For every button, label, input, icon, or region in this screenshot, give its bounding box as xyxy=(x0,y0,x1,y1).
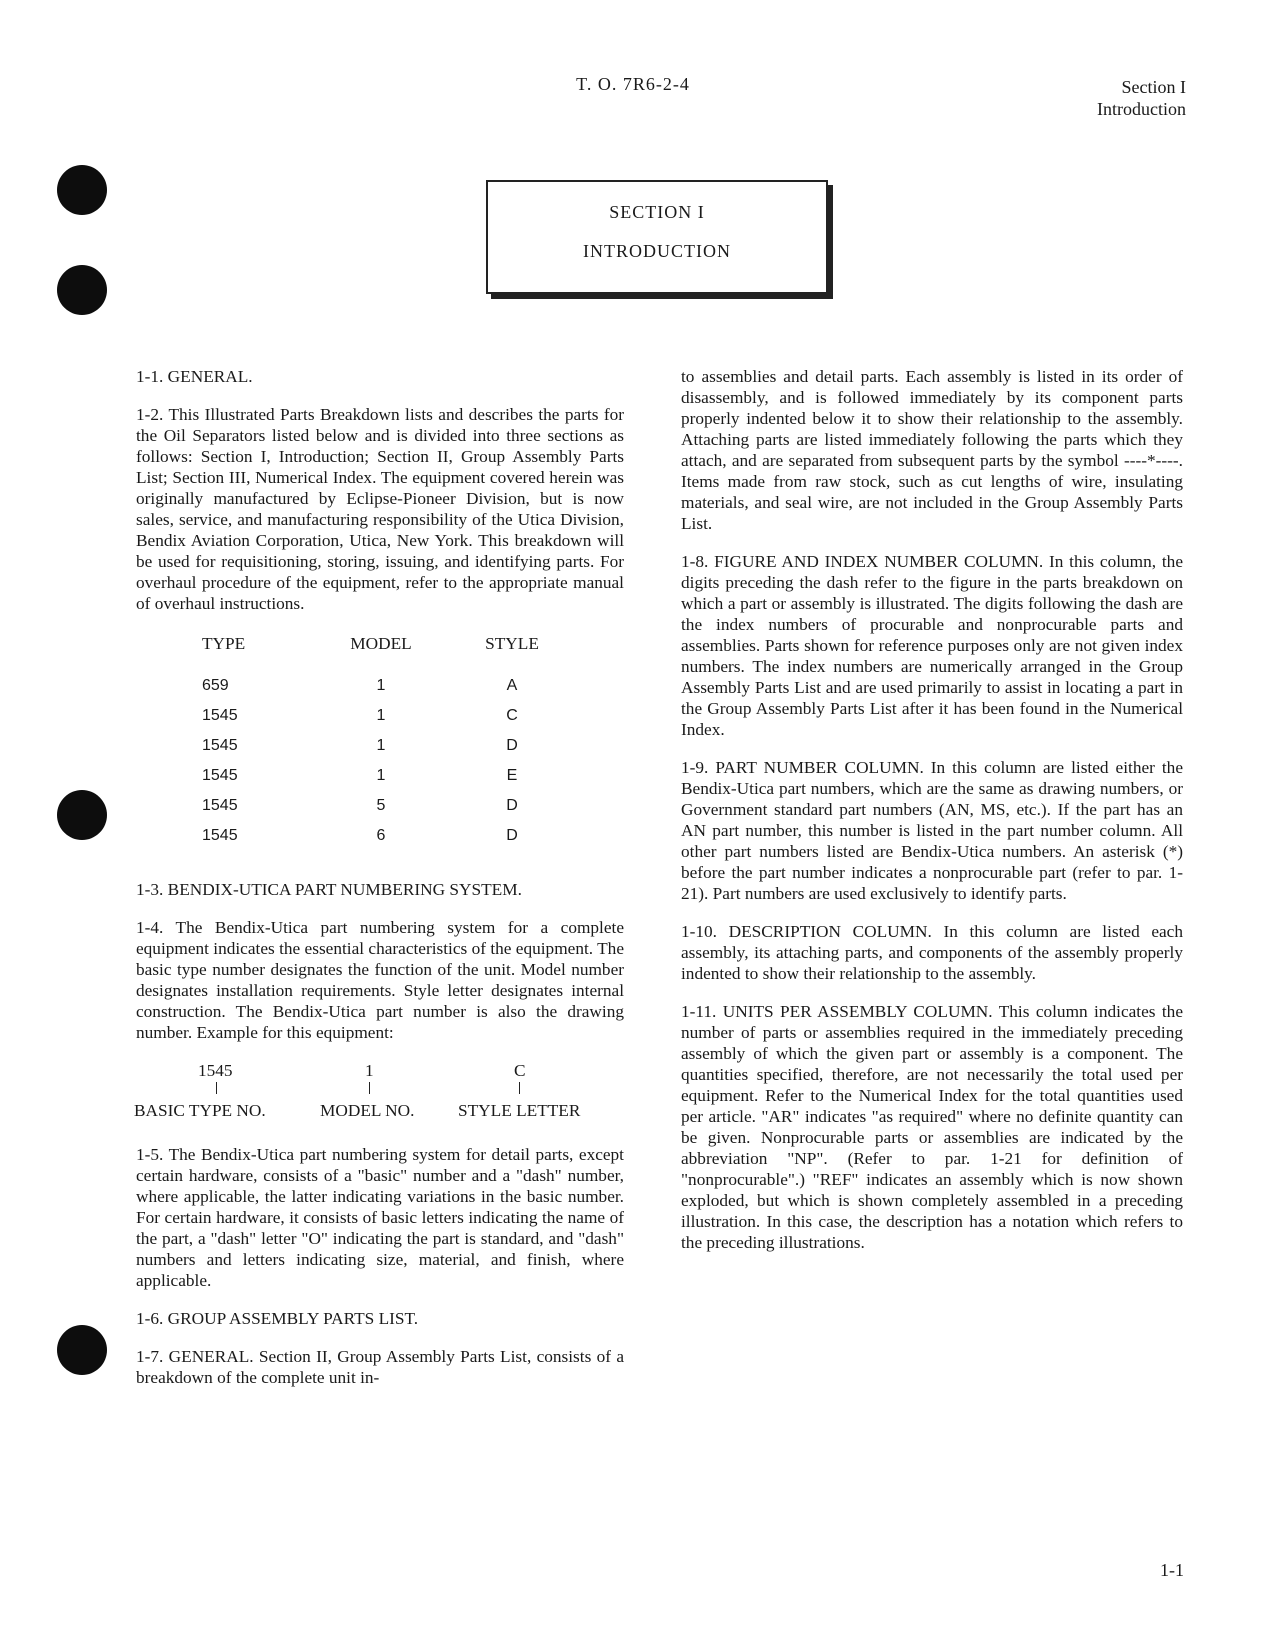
table-cell-type: 1545 xyxy=(202,827,238,844)
table-row xyxy=(136,765,624,785)
table-cell-style: D xyxy=(506,737,518,754)
table-row xyxy=(136,825,624,845)
binder-hole xyxy=(57,1325,107,1375)
table-row xyxy=(136,705,624,725)
paragraph-1-7-continued: to assemblies and detail parts. Each assembly is listed in its order of disassembly, and is followed immediately by its component parts properly indented below it to show their relationship to the assembly. Attaching parts are listed immediately following the parts which they attach, and are separated from subsequent parts by the symbol ----*----. Items made from raw stock, such as cut lengths of wire, insulating materials, and seal wire, are not included in the Group Assembly Parts List. xyxy=(681,367,1183,533)
table-row xyxy=(136,675,624,695)
part-number-example xyxy=(136,1060,624,1126)
table-cell-type: 1545 xyxy=(202,707,238,724)
example-model-tick xyxy=(369,1082,370,1094)
table-header-row xyxy=(136,633,624,653)
table-cell-style: E xyxy=(506,767,518,784)
example-style-value: C xyxy=(514,1061,526,1080)
section-title: SECTION I xyxy=(609,202,705,222)
example-type-value: 1545 xyxy=(198,1061,233,1080)
left-column xyxy=(136,366,624,1405)
example-type-tick xyxy=(216,1082,217,1094)
table-cell-model: 1 xyxy=(376,707,386,724)
table-cell-type: 1545 xyxy=(202,767,238,784)
example-model-value: 1 xyxy=(365,1061,374,1080)
paragraph-1-9: 1-9. PART NUMBER COLUMN. In this column are listed either the Bendix-Utica part numbers, which are the same as drawing numbers, or Government standard part numbers (AN, MS, etc.). If the part has an AN part number, this number is listed in the part number column. All other part numbers listed are Bendix-Utica numbers. An asterisk (*) before the part number indicates a nonprocurable part (refer to par. 1-21). Part numbers are used exclusively to identify parts. xyxy=(681,758,1183,903)
binder-hole xyxy=(57,790,107,840)
table-cell-type: 1545 xyxy=(202,737,238,754)
table-row xyxy=(136,795,624,815)
binder-hole xyxy=(57,165,107,215)
table-header-type: TYPE xyxy=(202,634,246,653)
paragraph-1-10: 1-10. DESCRIPTION COLUMN. In this column are listed each assembly, its attaching parts, and components of the assembly properly indented to show their relationship to the assembly. xyxy=(681,922,1183,983)
example-style-label: STYLE LETTER xyxy=(458,1101,581,1120)
table-cell-model: 1 xyxy=(376,767,386,784)
binder-hole xyxy=(57,265,107,315)
document-number: T. O. 7R6-2-4 xyxy=(576,74,690,94)
table-header-style: STYLE xyxy=(485,634,539,653)
right-column xyxy=(681,366,1183,1270)
table-row xyxy=(136,735,624,755)
table-cell-style: D xyxy=(506,827,518,844)
table-cell-style: C xyxy=(506,707,518,724)
running-header-section: Section I xyxy=(1121,77,1186,97)
section-subtitle: INTRODUCTION xyxy=(583,241,731,261)
paragraph-1-2: 1-2. This Illustrated Parts Breakdown lists and describes the parts for the Oil Separators listed below and is divided into three sections as follows: Section I, Introduction; Section II, Group Assembly Parts List; Section III, Numerical Index. The equipment covered herein was originally manufactured by Eclipse-Pioneer Division, but is now sales, service, and manufacturing responsibility of the Utica Division, Bendix Aviation Corporation, Utica, New York. This breakdown will be used for requisitioning, storing, issuing, and identifying parts. For overhaul procedure of the equipment, refer to the appropriate manual of overhaul instructions. xyxy=(136,405,624,613)
paragraph-1-7: 1-7. GENERAL. Section II, Group Assembly Parts List, consists of a breakdown of the complete unit in- xyxy=(136,1347,624,1387)
paragraph-1-3: 1-3. BENDIX-UTICA PART NUMBERING SYSTEM. xyxy=(136,880,522,899)
type-model-style-table xyxy=(136,631,624,871)
page-number: 1-1 xyxy=(1160,1560,1184,1580)
paragraph-1-6: 1-6. GROUP ASSEMBLY PARTS LIST. xyxy=(136,1309,419,1328)
paragraph-1-1: 1-1. GENERAL. xyxy=(136,367,253,386)
example-model-label: MODEL NO. xyxy=(320,1101,415,1120)
table-cell-type: 1545 xyxy=(202,797,238,814)
table-header-model: MODEL xyxy=(350,634,412,653)
paragraph-1-11: 1-11. UNITS PER ASSEMBLY COLUMN. This column indicates the number of parts or assemblies required in the immediately preceding assembly of which the given part or assembly is a component. The quantities specified, therefore, are not necessarily the total used per equipment. Refer to the Numerical Index for the total quantities used per article. "AR" indicates "as required" where no definite quantity can be given. Nonprocurable parts or assemblies are indicated by the abbreviation "NP". (Refer to par. 1-21 for definition of "nonprocurable".) "REF" indicates an assembly which is now shown exploded, but which is shown completely assembled in a preceding illustration. In this case, the description has a notation which refers to the preceding illustrations. xyxy=(681,1002,1183,1252)
running-header xyxy=(1097,76,1186,120)
paragraph-1-8: 1-8. FIGURE AND INDEX NUMBER COLUMN. In this column, the digits preceding the dash refer to the figure in the parts breakdown on which a part or assembly is illustrated. The digits following the dash are the index numbers of procurable and nonprocurable parts and assemblies. Parts shown for reference purposes only are not given index numbers. The index numbers are numerically arranged in the Group Assembly Parts List and are used primarily to assist in locating a part in the Group Assembly Parts List after it has been found in the Numerical Index. xyxy=(681,552,1183,739)
table-cell-model: 5 xyxy=(376,797,386,814)
table-cell-type: 659 xyxy=(202,677,229,694)
section-title-box xyxy=(486,180,828,294)
running-header-title: Introduction xyxy=(1097,99,1186,119)
table-cell-model: 1 xyxy=(376,677,386,694)
table-cell-style: D xyxy=(506,797,518,814)
example-type-label: BASIC TYPE NO. xyxy=(134,1101,266,1120)
paragraph-1-4: 1-4. The Bendix-Utica part numbering system for a complete equipment indicates the essential characteristics of the equipment. The basic type number designates the function of the unit. Model number designates installation requirements. Style letter designates internal construction. The Bendix-Utica part number is also the drawing number. Example for this equipment: xyxy=(136,918,624,1042)
example-style-tick xyxy=(519,1082,520,1094)
table-cell-model: 6 xyxy=(376,827,386,844)
table-cell-style: A xyxy=(506,677,518,694)
paragraph-1-5: 1-5. The Bendix-Utica part numbering system for detail parts, except certain hardware, consists of a "basic" number and a "dash" number, where applicable, the latter indicating variations in the basic number. For certain hardware, it consists of basic letters indicating the name of the part, a "dash" letter "O" indicating the part is standard, and "dash" numbers and letters indicating size, material, and finish, where applicable. xyxy=(136,1145,624,1290)
table-cell-model: 1 xyxy=(376,737,386,754)
